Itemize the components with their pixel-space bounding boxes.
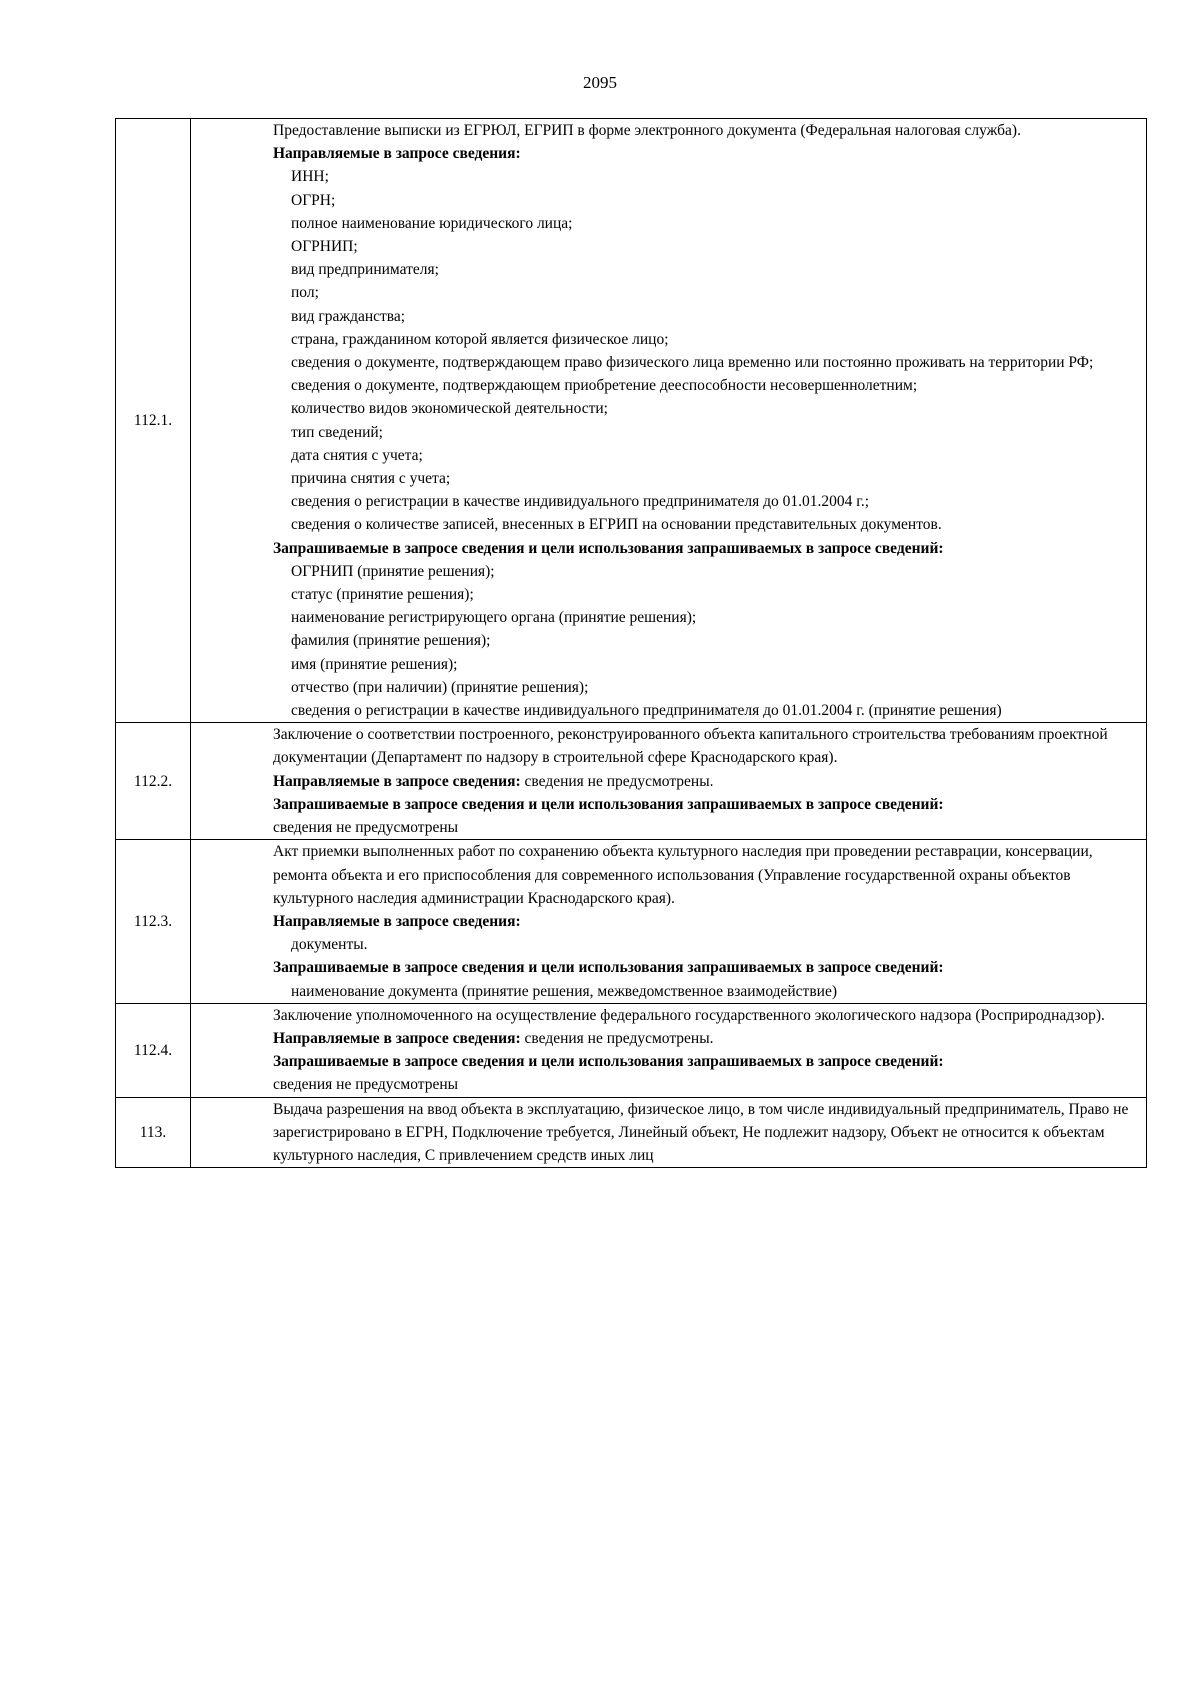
- list-item: ОГРН;: [291, 191, 336, 209]
- list-item: сведения о документе, подтверждающем приобретение дееспособности несовершеннолетним;: [291, 377, 918, 395]
- row-intro: Предоставление выписки из ЕГРЮЛ, ЕГРИП в форме электронного документа (Федеральная налоговая служба).: [273, 122, 1021, 139]
- list-item: наименование документа (принятие решения, межведомственное взаимодействие): [291, 982, 837, 1000]
- sent-heading: Направляемые в запросе сведения:: [273, 145, 521, 163]
- row-intro: Выдача разрешения на ввод объекта в эксплуатацию, физическое лицо, в том числе индивидуальный предприниматель, Право не зарегистрировано в ЕГРН, Подключение требуется, Линейный объект, Не подлежит надзору, Объект не относится к объектам культурного наследия, С привлечением средств иных лиц: [273, 1100, 1129, 1164]
- requested-heading: Запрашиваемые в запросе сведения и цели использования запрашиваемых в запросе сведений:: [273, 795, 944, 813]
- table-row: [116, 840, 1147, 1003]
- list-item: фамилия (принятие решения);: [291, 632, 491, 650]
- list-item: причина снятия с учета;: [291, 470, 451, 488]
- table-row: [116, 119, 1147, 723]
- list-item: количество видов экономической деятельности;: [291, 400, 608, 418]
- list-item: наименование регистрирующего органа (принятие решения);: [291, 609, 697, 627]
- row-content: [191, 119, 1147, 723]
- list-item: документы.: [291, 936, 368, 954]
- requested-heading: Запрашиваемые в запросе сведения и цели использования запрашиваемых в запросе сведений:: [273, 1053, 944, 1071]
- list-item: вид гражданства;: [291, 307, 406, 325]
- sent-value: сведения не предусмотрены.: [524, 772, 714, 790]
- list-item: сведения о регистрации в качестве индивидуального предпринимателя до 01.01.2004 г.;: [291, 493, 870, 511]
- row-content: [191, 840, 1147, 1003]
- list-item: статус (принятие решения);: [291, 586, 474, 604]
- list-item: ОГРНИП (принятие решения);: [291, 562, 495, 580]
- row-number: 112.4.: [116, 1003, 191, 1097]
- sent-value: сведения не предусмотрены.: [524, 1029, 714, 1047]
- page-number: 2095: [583, 73, 617, 92]
- list-item: сведения о количестве записей, внесенных в ЕГРИП на основании представительных документов.: [291, 516, 942, 534]
- row-intro: Заключение уполномоченного на осуществление федерального государственного экологического надзора (Росприроднадзор).: [273, 1006, 1105, 1024]
- row-content: [191, 1003, 1147, 1097]
- row-content: [191, 723, 1147, 840]
- row-content: [191, 1097, 1147, 1168]
- table-row: [116, 1003, 1147, 1097]
- row-intro: Заключение о соответствии построенного, реконструированного объекта капитального строительства требованиям проектной документации (Департамент по надзору в строительной сфере Краснодарского края).: [273, 726, 1108, 767]
- sent-heading: Направляемые в запросе сведения:: [273, 1029, 521, 1047]
- sent-heading: Направляемые в запросе сведения:: [273, 912, 521, 930]
- list-item: сведения о регистрации в качестве индивидуального предпринимателя до 01.01.2004 г. (принятие решения): [291, 702, 1002, 720]
- requested-value: сведения не предусмотрены: [273, 819, 459, 837]
- row-number: 112.2.: [116, 723, 191, 840]
- requested-heading: Запрашиваемые в запросе сведения и цели использования запрашиваемых в запросе сведений:: [273, 539, 944, 557]
- row-number: 113.: [116, 1097, 191, 1168]
- list-item: сведения о документе, подтверждающем право физического лица временно или постоянно проживать на территории РФ;: [291, 354, 1094, 372]
- table-row: [116, 723, 1147, 840]
- list-item: тип сведений;: [291, 423, 383, 441]
- list-item: ИНН;: [291, 168, 329, 186]
- row-intro: Акт приемки выполненных работ по сохранению объекта культурного наследия при проведении реставрации, консервации, ремонта объекта и его приспособления для современного использования (Управление государственной охраны объектов культурного наследия администрации Краснодарского края).: [273, 843, 1093, 907]
- table-row: [116, 1097, 1147, 1168]
- list-item: вид предпринимателя;: [291, 261, 439, 279]
- list-item: ОГРНИП;: [291, 238, 358, 256]
- list-item: полное наименование юридического лица;: [291, 214, 573, 232]
- list-item: имя (принятие решения);: [291, 655, 458, 673]
- row-number: 112.3.: [116, 840, 191, 1003]
- sent-heading: Направляемые в запросе сведения:: [273, 772, 521, 790]
- row-number: 112.1.: [116, 119, 191, 723]
- requested-value: сведения не предусмотрены: [273, 1076, 459, 1094]
- list-item: отчество (при наличии) (принятие решения);: [291, 678, 589, 696]
- list-item: страна, гражданином которой является физическое лицо;: [291, 330, 669, 348]
- list-item: дата снятия с учета;: [291, 446, 423, 464]
- list-item: пол;: [291, 284, 319, 302]
- requested-heading: Запрашиваемые в запросе сведения и цели использования запрашиваемых в запросе сведений:: [273, 959, 944, 977]
- services-table: [115, 118, 1147, 1168]
